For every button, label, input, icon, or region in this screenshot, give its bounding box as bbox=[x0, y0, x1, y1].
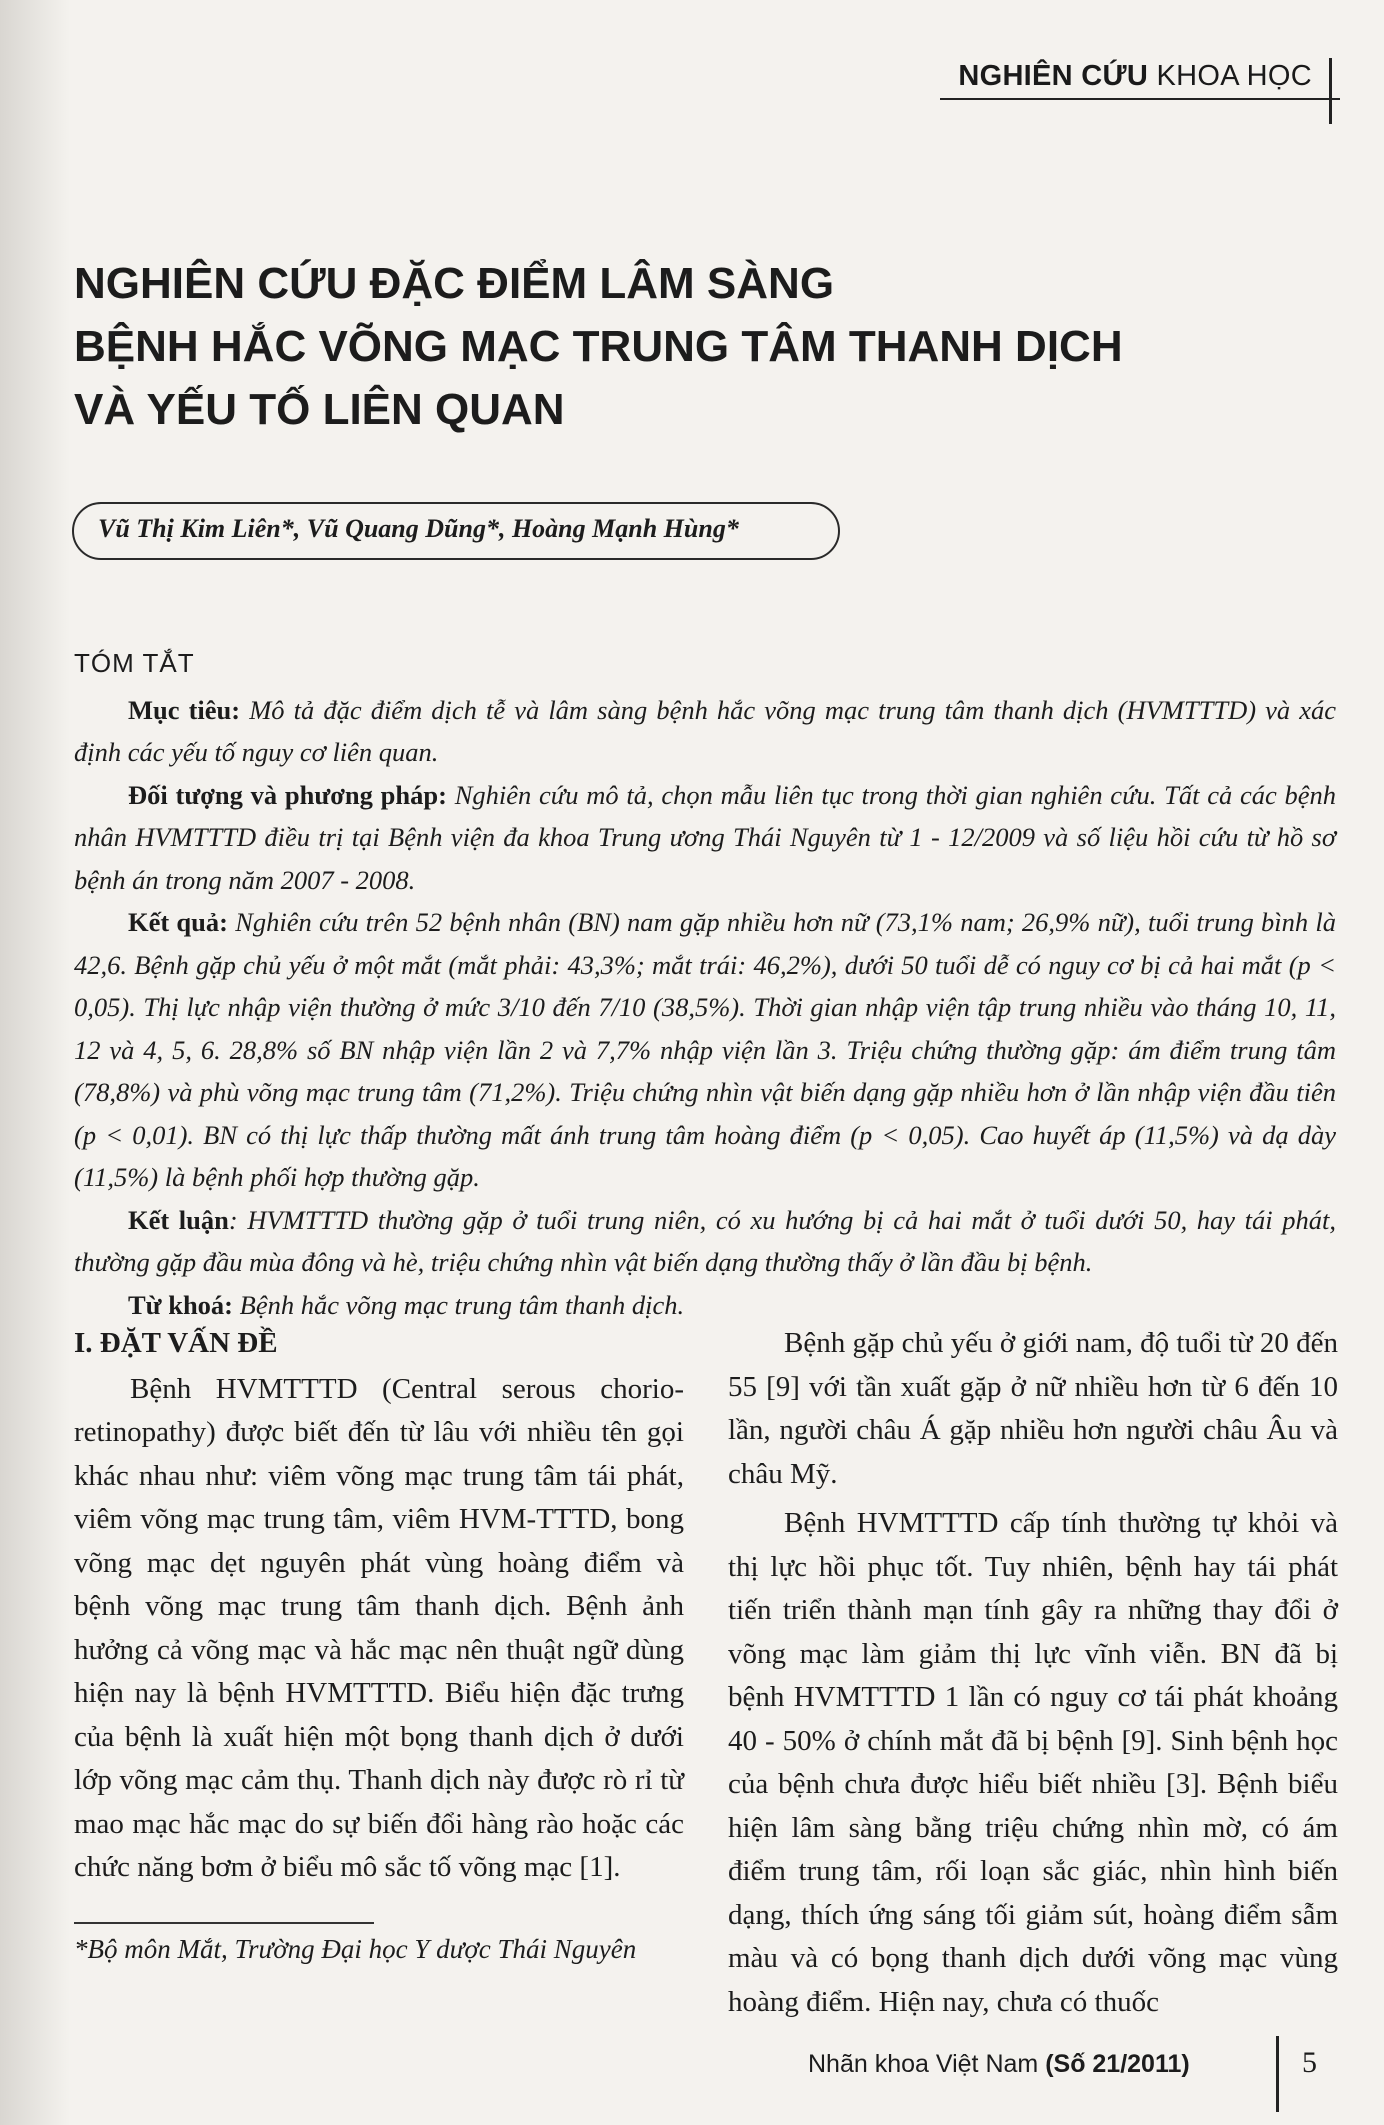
body-paragraph: Bệnh HVMTTTD (Central serous chorio-retinopathy) được biết đến từ lâu với nhiều tên gọi khác nhau như: viêm võng mạc trung tâm tái phát, viêm võng mạc trung tâm, viêm HVM-TTTD, bong võng mạc dẹt nguyên phát vùng hoàng điểm và bệnh võng mạc trung tâm thanh dịch. Bệnh ảnh hưởng cả võng mạc và hắc mạc nên thuật ngữ dùng hiện nay là bệnh HVMTTTD. Biểu hiện đặc trưng của bệnh là xuất hiện một bọng thanh dịch ở dưới lớp võng mạc cảm thụ. Thanh dịch này được rò rỉ từ mao mạc hắc mạc do sự biến đổi hàng rào hoặc các chức năng bơm ở biểu mô sắc tố võng mạc [1]. bbox=[74, 1372, 684, 1883]
section-header bbox=[940, 58, 1340, 100]
affiliation-footnote: *Bộ môn Mắt, Trường Đại học Y dược Thái Nguyên bbox=[74, 1934, 637, 1964]
body-paragraph: Bệnh HVMTTTD cấp tính thường tự khỏi và thị lực hồi phục tốt. Tuy nhiên, bệnh hay tái phát tiến triển thành mạn tính gây ra những thay đổi ở võng mạc làm giảm thị lực vĩnh viễn. BN đã bị bệnh HVMTTTD 1 lần có nguy cơ tái phát khoảng 40 - 50% ở chính mắt đã bị bệnh [9]. Sinh bệnh học của bệnh chưa được hiểu biết nhiều [3]. Bệnh biểu hiện lâm sàng bằng triệu chứng nhìn mờ, có ám điểm trung tâm, rối loạn sắc giác, nhìn hình biến dạng, thích ứng sáng tối giảm sút, hoàng điểm sẫm màu và có bọng thanh dịch dưới võng mạc vùng hoàng điểm. Hiện nay, chưa có thuốc bbox=[728, 1507, 1338, 2018]
results-label: Kết quả: bbox=[128, 907, 228, 937]
right-column bbox=[728, 1322, 1338, 2030]
article-title bbox=[74, 252, 1274, 441]
abstract-conclusion bbox=[74, 1199, 1336, 1284]
header-rule bbox=[940, 98, 1340, 100]
body-paragraph: Bệnh gặp chủ yếu ở giới nam, độ tuổi từ 20 đến 55 [9] với tần xuất gặp ở nữ nhiều hơn từ 6 đến 10 lần, người châu Á gặp nhiều hơn người châu Âu và châu Mỹ. bbox=[728, 1327, 1338, 1490]
section-heading: I. ĐẶT VẤN ĐỀ bbox=[74, 1327, 278, 1359]
title-line-3: VÀ YẾU TỐ LIÊN QUAN bbox=[74, 385, 565, 434]
conclusion-label: Kết luận bbox=[128, 1204, 229, 1235]
objective-text: Mô tả đặc điểm dịch tễ và lâm sàng bệnh hắc võng mạc trung tâm thanh dịch (HVMTTTD) và xác định các yếu tố nguy cơ liên quan. bbox=[74, 694, 1336, 767]
journal-name bbox=[808, 2050, 1190, 2079]
results-text: Nghiên cứu trên 52 bệnh nhân (BN) nam gặp nhiều hơn nữ (73,1% nam; 26,9% nữ), tuổi trung bình là 42,6. Bệnh gặp chủ yếu ở một mắt (mắt phải: 43,3%; mắt trái: 46,2%), dưới 50 tuổi dễ có nguy cơ bị cả hai mắt (p < 0,05). Thị lực nhập viện thường ở mức 3/10 đến 7/10 (38,5%). Thời gian nhập viện tập trung nhiều vào tháng 10, 11, 12 và 4, 5, 6. 28,8% số BN nhập viện lần 2 và 7,7% nhập viện lần 3. Triệu chứng thường gặp: ám điểm trung tâm (78,8%) và phù võng mạc trung tâm (71,2%). Triệu chứng nhìn vật biến dạng gặp nhiều hơn ở lần nhập viện đầu tiên (p < 0,01). BN có thị lực thấp thường mất ánh trung tâm hoàng điểm (p < 0,05). Cao huyết áp (11,5%) và dạ dày (11,5%) là bệnh phối hợp thường gặp. bbox=[74, 907, 1337, 1192]
abstract-results bbox=[74, 901, 1336, 1199]
page-number: 5 bbox=[1302, 2046, 1317, 2079]
abstract-keywords bbox=[74, 1284, 1336, 1327]
abstract bbox=[74, 642, 1336, 1326]
keywords-text: Bệnh hắc võng mạc trung tâm thanh dịch. bbox=[239, 1289, 685, 1320]
section-label-light: KHOA HỌC bbox=[1156, 60, 1312, 92]
keywords-label: Từ khoá: bbox=[128, 1289, 234, 1320]
footer-vertical-bar bbox=[1276, 2036, 1279, 2112]
page-edge-shadow bbox=[0, 0, 70, 2125]
footnote-rule bbox=[74, 1922, 374, 1924]
left-column bbox=[74, 1322, 684, 1890]
abstract-methods bbox=[74, 774, 1336, 902]
journal-title: Nhãn khoa Việt Nam bbox=[808, 2050, 1039, 2078]
abstract-objective bbox=[74, 689, 1336, 774]
methods-label: Đối tượng và phương pháp: bbox=[128, 779, 447, 810]
journal-issue: (Số 21/2011) bbox=[1045, 2050, 1190, 2078]
conclusion-text: : HVMTTTD thường gặp ở tuổi trung niên, có xu hướng bị cả hai mắt ở tuổi dưới 50, hay tái phát, thường gặp đầu mùa đông và hè, triệu chứng nhìn vật biến dạng thường thấy ở lần đầu bị bệnh. bbox=[74, 1204, 1336, 1277]
section-label-bold: NGHIÊN CỨU bbox=[958, 60, 1149, 92]
title-line-1: NGHIÊN CỨU ĐẶC ĐIỂM LÂM SÀNG bbox=[74, 259, 835, 308]
abstract-heading: TÓM TẮT bbox=[74, 648, 195, 678]
authors: Vũ Thị Kim Liên*, Vũ Quang Dũng*, Hoàng Mạnh Hùng* bbox=[98, 514, 739, 543]
objective-label: Mục tiêu: bbox=[128, 694, 241, 725]
section-label bbox=[958, 60, 1312, 93]
header-vertical-bar bbox=[1329, 58, 1332, 124]
methods-text: Nghiên cứu mô tả, chọn mẫu liên tục trong thời gian nghiên cứu. Tất cả các bệnh nhân HVMTTTD điều trị tại Bệnh viện đa khoa Trung ương Thái Nguyên từ 1 - 12/2009 và số liệu hồi cứu từ hồ sơ bệnh án trong năm 2007 - 2008. bbox=[74, 779, 1337, 895]
title-line-2: BỆNH HẮC VÕNG MẠC TRUNG TÂM THANH DỊCH bbox=[74, 322, 1123, 371]
